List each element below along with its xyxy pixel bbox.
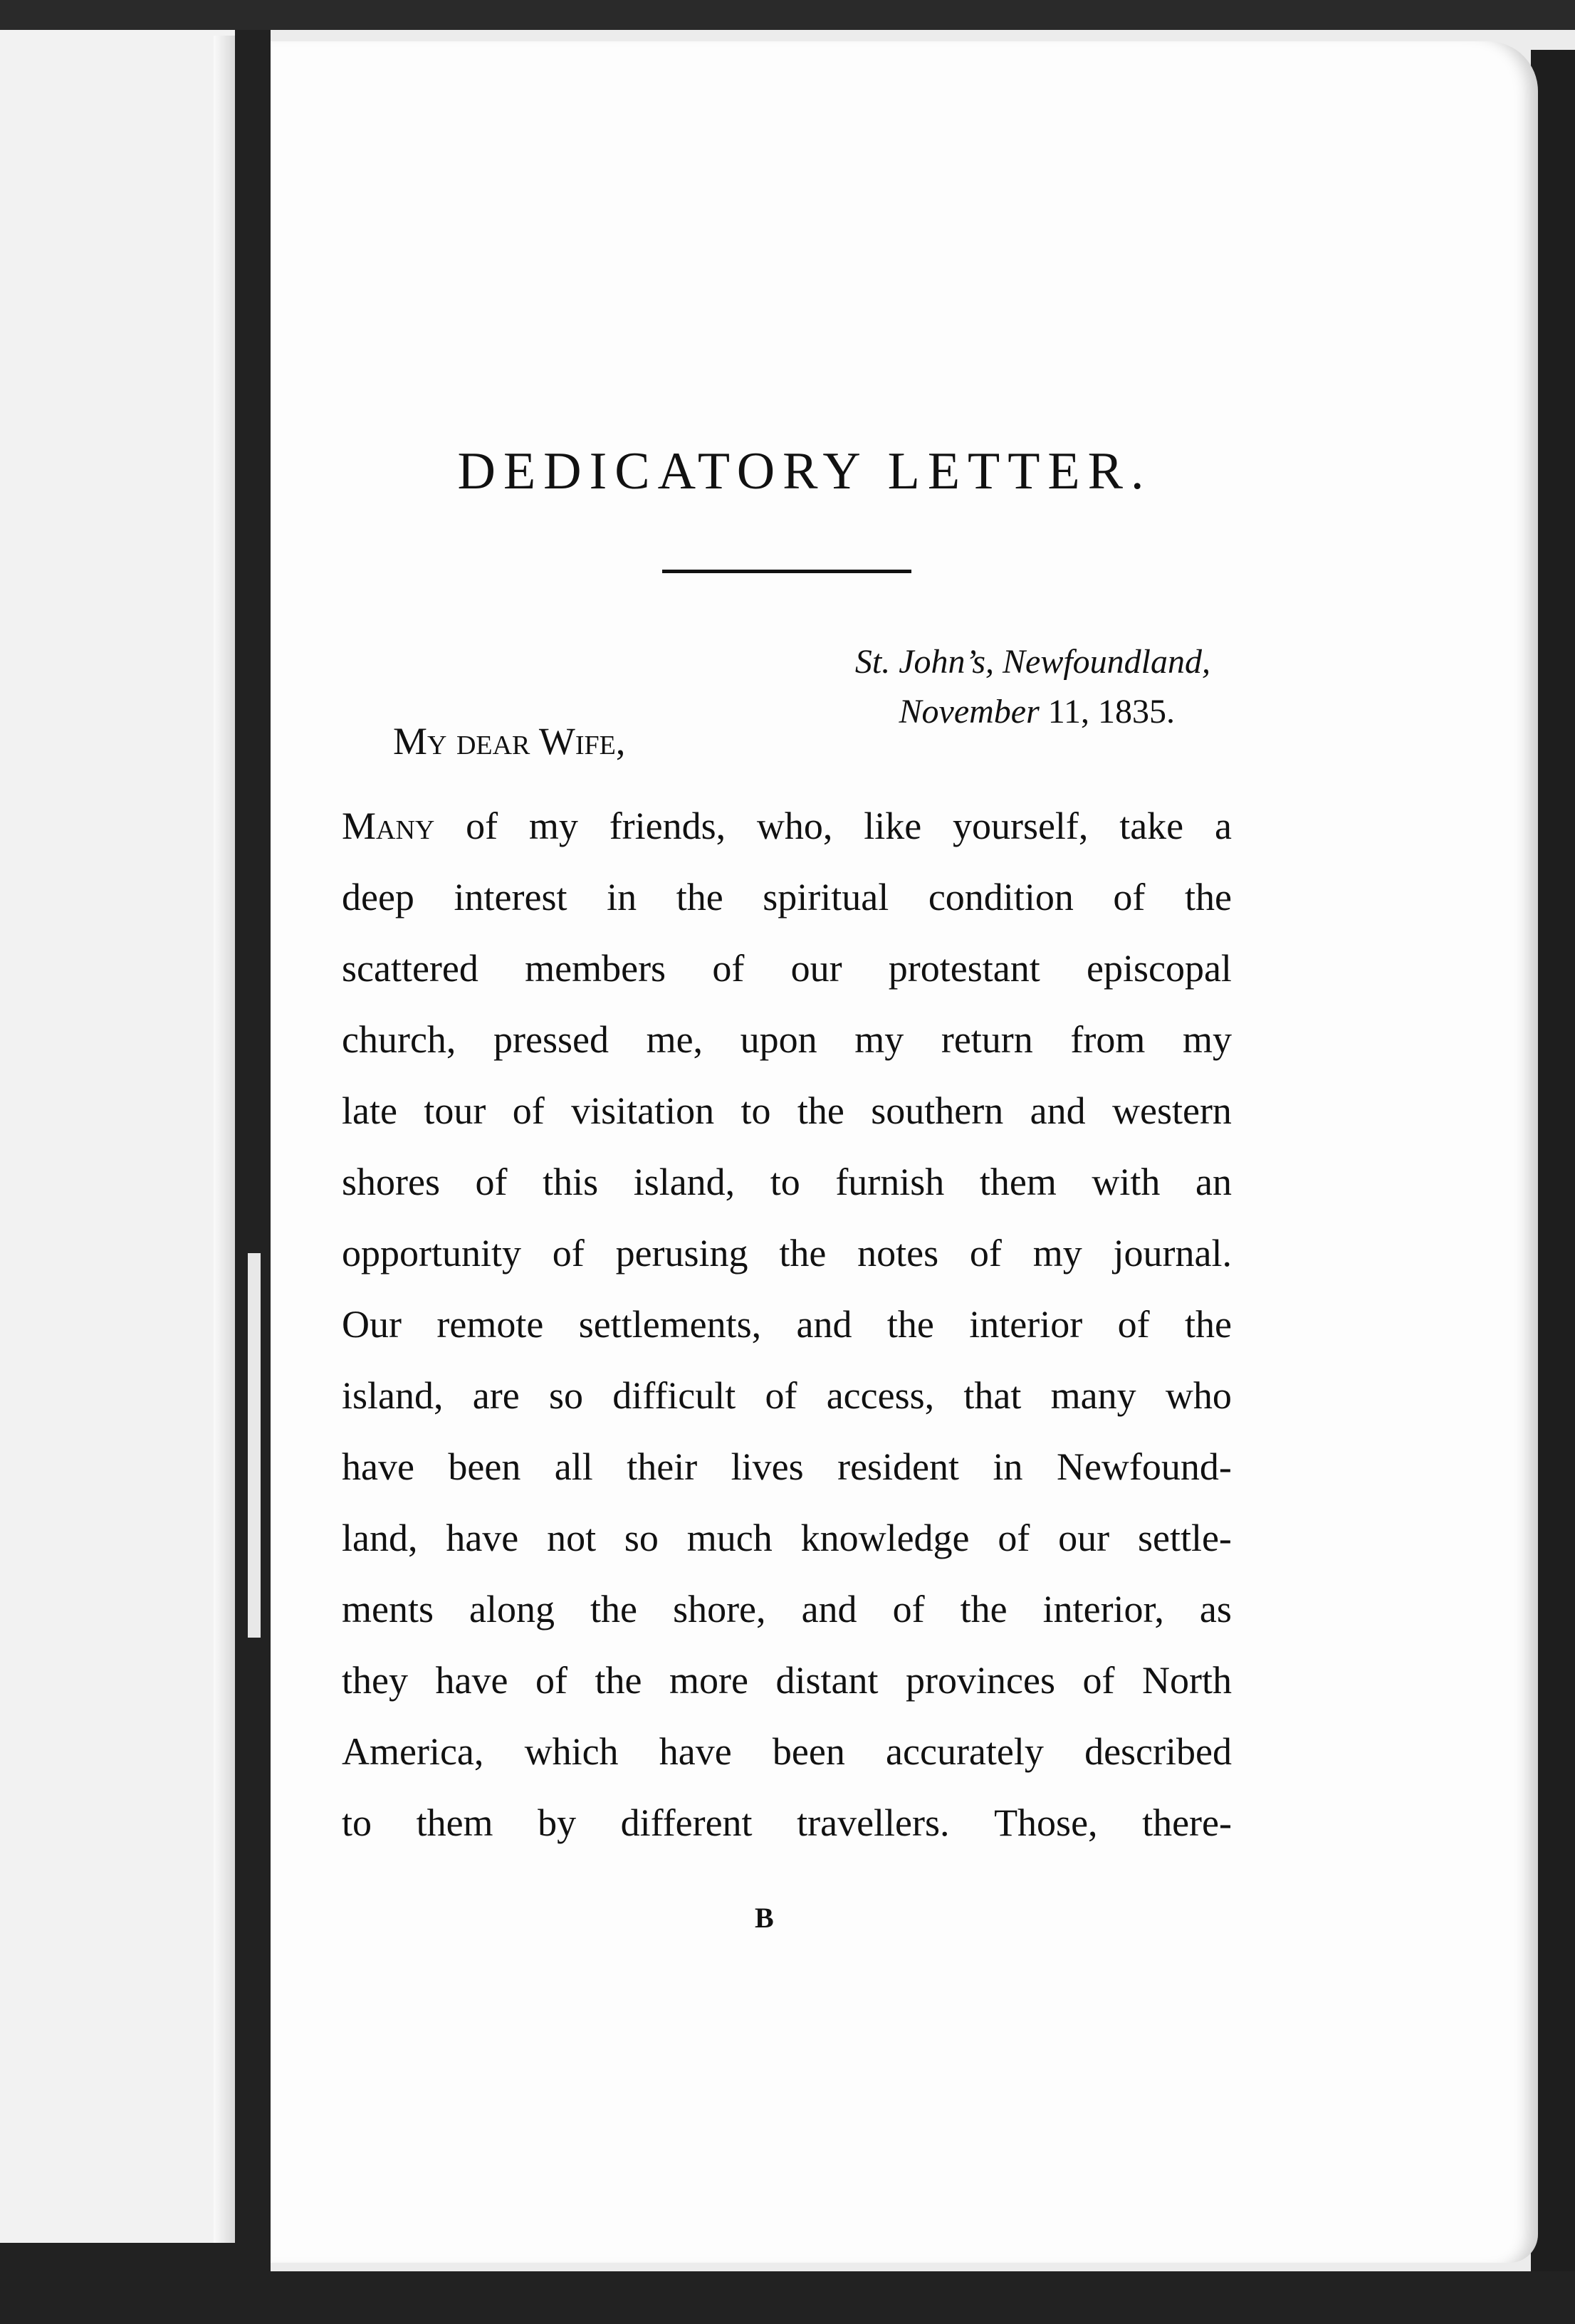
body-word: like [864,805,922,847]
body-word: difficult [612,1374,736,1417]
body-line [342,1431,1232,1502]
body-word: condition [928,876,1074,918]
body-word: furnish [835,1161,945,1203]
body-line [342,1360,1232,1431]
body-word: of [552,1232,585,1274]
facing-page-edge [214,36,236,2286]
body-word: the [676,876,723,918]
body-word: with [1092,1161,1161,1203]
body-word: and [796,1303,852,1346]
body-word: who, [756,805,833,847]
body-word: of [892,1588,925,1631]
body-word: resident [837,1445,960,1488]
dateline-day-year: 11, 1835. [1047,693,1175,731]
body-word: to [770,1161,800,1203]
body-word: return [941,1018,1033,1061]
body-word: the [1185,1303,1232,1346]
body-word: access, [826,1374,935,1417]
body-line [342,790,1232,862]
body-word: have [342,1445,414,1488]
body-word: provinces [906,1659,1055,1702]
body-word: Newfound- [1056,1445,1232,1488]
body-line [342,1004,1232,1075]
body-word: the [1185,876,1232,918]
body-word: so [548,1374,583,1417]
body-word: all [554,1445,593,1488]
body-word: interior [969,1303,1083,1346]
scan-top-border [0,0,1575,30]
body-word: ments [342,1588,434,1631]
body-word: of [969,1232,1002,1274]
body-line [342,862,1232,933]
body-word: scattered [342,947,478,990]
body-word: members [525,947,666,990]
body-word: episcopal [1087,947,1232,990]
body-word: Our [342,1303,402,1346]
body-word: they [342,1659,408,1702]
body-word: of [535,1659,567,1702]
body-word: a [1214,805,1232,847]
body-word: deep [342,876,414,918]
body-word: knowledge [800,1517,970,1559]
body-word: described [1084,1730,1232,1773]
body-word: spiritual [763,876,889,918]
gutter-highlight [248,1253,261,1638]
body-word: perusing [615,1232,748,1274]
body-word: settle- [1137,1517,1232,1559]
body-word: my [1032,1232,1082,1274]
body-word: southern [871,1089,1004,1132]
body-word: their [627,1445,698,1488]
body-word: pressed [493,1018,609,1061]
body-word: distant [775,1659,879,1702]
body-word: in [607,876,637,918]
body-word: of [475,1161,508,1203]
body-word: more [669,1659,748,1702]
body-word: have [435,1659,508,1702]
body-word: of [998,1517,1030,1559]
dateline-place: St. John’s, Newfoundland, [854,643,1210,681]
body-word: remote [436,1303,544,1346]
dateline [783,637,1210,737]
body-word: church, [342,1018,456,1061]
body-line [342,933,1232,1004]
body-word: opportunity [342,1232,521,1274]
body-word: interior, [1042,1588,1164,1631]
body-word: have [446,1517,519,1559]
body-word: them [416,1801,493,1844]
letter-body [342,790,1232,1858]
body-line [342,1218,1232,1289]
body-word: me, [646,1018,703,1061]
body-word: and [1030,1089,1086,1132]
body-word: of [1082,1659,1115,1702]
body-first-word: Many [342,805,435,847]
body-word: the [886,1303,934,1346]
body-word: my [854,1018,904,1061]
body-word: island, [342,1374,444,1417]
body-line [342,1502,1232,1574]
body-word: as [1199,1588,1232,1631]
body-word: that [963,1374,1022,1417]
body-word: lives [731,1445,804,1488]
body-line [342,1289,1232,1360]
body-word: America, [342,1730,484,1773]
body-word: tour [424,1089,486,1132]
body-word: not [547,1517,597,1559]
body-word: which [524,1730,619,1773]
body-word: in [993,1445,1023,1488]
body-word: land, [342,1517,418,1559]
body-word: from [1070,1018,1146,1061]
body-word: North [1142,1659,1232,1702]
body-word: protestant [888,947,1040,990]
body-word: of [765,1374,797,1417]
body-word: island, [633,1161,736,1203]
body-word: along [469,1588,555,1631]
body-word: who [1165,1374,1232,1417]
body-word: the [779,1232,827,1274]
body-word: of [1113,876,1146,918]
body-line [342,1645,1232,1716]
dateline-date [783,687,1175,737]
body-word: and [801,1588,857,1631]
book-gutter [235,30,271,2324]
body-word: different [620,1801,753,1844]
body-word: the [797,1089,844,1132]
body-word: so [624,1517,659,1559]
body-word: been [772,1730,845,1773]
body-line [342,1787,1232,1858]
body-word: shores [342,1161,440,1203]
body-word: travellers. [797,1801,950,1844]
body-word: to [342,1801,372,1844]
body-word: them [979,1161,1057,1203]
body-word: many [1050,1374,1136,1417]
body-word: the [590,1588,638,1631]
body-word: visitation [571,1089,715,1132]
facing-page [0,30,235,2294]
body-word: there- [1142,1801,1232,1844]
body-word: friends, [609,805,726,847]
body-word: interest [454,876,567,918]
body-line [342,1574,1232,1645]
body-word: are [472,1374,520,1417]
body-word: to [741,1089,771,1132]
body-word: of [466,805,498,847]
body-word: by [538,1801,577,1844]
dateline-month: November [899,693,1040,731]
body-word: of [712,947,745,990]
salutation: My dear Wife, [393,720,626,763]
body-word: shore, [673,1588,766,1631]
body-word: much [686,1517,773,1559]
body-word: yourself, [952,805,1089,847]
scan-bottom-left-border [0,2243,271,2324]
body-word: this [543,1161,599,1203]
body-line [342,1075,1232,1146]
body-word: of [512,1089,545,1132]
body-word: settlements, [578,1303,762,1346]
page-title: DEDICATORY LETTER. [457,442,1152,501]
body-word: Those, [994,1801,1098,1844]
body-word: of [1117,1303,1150,1346]
body-line [342,1146,1232,1218]
body-word: our [1058,1517,1110,1559]
body-word: my [1182,1018,1232,1061]
body-word: have [659,1730,732,1773]
body-word: late [342,1089,397,1132]
body-word: our [790,947,842,990]
signature-mark: B [755,1902,774,1934]
body-word: notes [857,1232,939,1274]
body-word: upon [740,1018,817,1061]
body-line [342,1716,1232,1787]
body-word: the [960,1588,1008,1631]
body-word: accurately [886,1730,1044,1773]
title-rule-divider [662,570,911,573]
body-word: an [1195,1161,1232,1203]
body-word: the [595,1659,642,1702]
body-word: western [1112,1089,1232,1132]
body-word: take [1119,805,1184,847]
body-word: been [448,1445,521,1488]
body-word: journal. [1113,1232,1232,1274]
body-word: my [528,805,578,847]
